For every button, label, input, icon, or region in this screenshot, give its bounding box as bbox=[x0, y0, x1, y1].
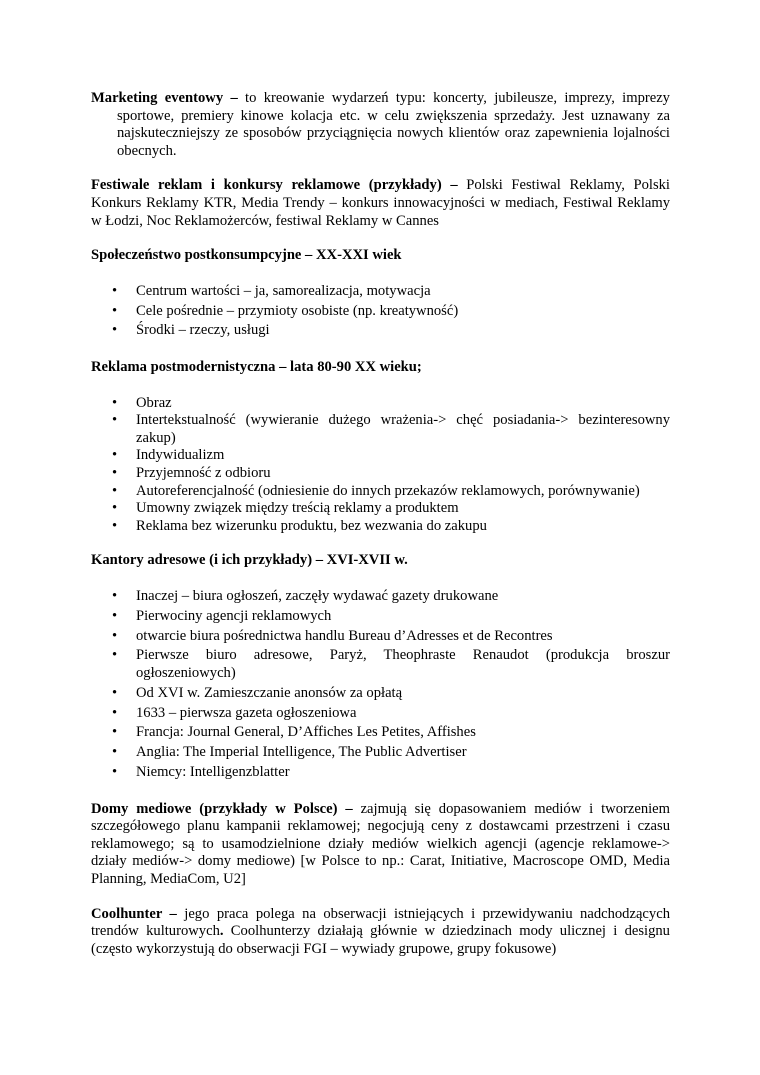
list-item: • Obraz bbox=[112, 394, 172, 411]
bullet-icon: • bbox=[112, 282, 118, 299]
list-item: • Inaczej – biura ogłoszeń, zaczęły wydawać gazety drukowane bbox=[112, 588, 499, 605]
list-item: • 1633 – pierwsza gazeta ogłoszeniowa bbox=[112, 704, 357, 721]
list-item: • Indywidualizm bbox=[112, 447, 225, 464]
list-spoleczenstwo bbox=[91, 283, 670, 340]
list-item: • Przyjemność z odbioru bbox=[112, 465, 271, 482]
list-item: • Intertekstualność (wywieranie dużego wrażenia-> chęć posiadania-> bezinteresowny zakup) bbox=[112, 412, 670, 446]
bullet-icon: • bbox=[112, 412, 118, 429]
definition-marketing-eventowy: to kreowanie wydarzeń typu: koncerty, jubileusze, imprezy, imprezy sportowe, premiery kinowe kolacja etc. w celu zwiększenia sprzedaży. Jest uznawany za najskuteczniejszy ze sposobów przyciągnięcia nowych klientów oraz zapewnienia lojalności obecnych. bbox=[117, 90, 670, 159]
list-item: • Pierwsze biuro adresowe, Paryż, Theophraste Renaudot (produkcja broszur ogłoszeniowych) bbox=[112, 647, 670, 681]
coolhunter-bold-dot: . bbox=[219, 923, 224, 940]
list-item: • Cele pośrednie – przymioty osobiste (np. kreatywność) bbox=[112, 302, 459, 319]
heading-kantory: Kantory adresowe (i ich przykłady) – XVI-XVII w. bbox=[91, 552, 408, 569]
bullet-icon: • bbox=[112, 517, 118, 534]
paragraph-coolhunter bbox=[91, 906, 670, 959]
bullet-icon: • bbox=[112, 465, 118, 482]
list-kantory bbox=[91, 588, 670, 781]
bullet-icon: • bbox=[112, 704, 118, 721]
term-domy-mediowe: Domy mediowe (przykłady w Polsce) – bbox=[91, 800, 353, 817]
term-coolhunter: Coolhunter – bbox=[91, 905, 177, 922]
heading-spoleczenstwo: Społeczeństwo postkonsumpcyjne – XX-XXI wiek bbox=[91, 247, 402, 264]
bullet-icon: • bbox=[112, 500, 118, 517]
document-page bbox=[91, 90, 670, 958]
term-festiwale: Festiwale reklam i konkursy reklamowe (przykłady) – bbox=[91, 177, 458, 194]
list-item: • otwarcie biura pośrednictwa handlu Bureau d’Adresses et de Recontres bbox=[112, 627, 553, 644]
definition-coolhunter-part2: Coolhunterzy działają głównie w dziedzinach mody ulicznej i designu (często wykorzystują do obserwacji FGI – wywiady grupowe, grupy fokusowe) bbox=[91, 923, 670, 957]
bullet-icon: • bbox=[112, 763, 118, 780]
bullet-icon: • bbox=[112, 302, 118, 319]
definition-festiwale: Polski Festiwal Reklamy, Polski Konkurs Reklamy KTR, Media Trendy – konkurs innowacyjności w mediach, Festiwal Reklamy w Łodzi, Noc Reklamożerców, festiwal Reklamy w Cannes bbox=[91, 177, 670, 229]
bullet-icon: • bbox=[112, 744, 118, 761]
paragraph-domy-mediowe bbox=[91, 801, 670, 889]
bullet-icon: • bbox=[112, 588, 118, 605]
term-marketing-eventowy: Marketing eventowy – bbox=[91, 90, 238, 106]
paragraph-festiwale bbox=[91, 177, 670, 230]
list-item: • Anglia: The Imperial Intelligence, The Public Advertiser bbox=[112, 744, 467, 761]
list-item: • Od XVI w. Zamieszczanie anonsów za opłatą bbox=[112, 684, 403, 701]
bullet-icon: • bbox=[112, 724, 118, 741]
bullet-icon: • bbox=[112, 627, 118, 644]
list-item: • Reklama bez wizerunku produktu, bez wezwania do zakupu bbox=[112, 517, 487, 534]
bullet-icon: • bbox=[112, 447, 118, 464]
list-item: • Autoreferencjalność (odniesienie do innych przekazów reklamowych, porównywanie) bbox=[112, 482, 640, 499]
heading-postmodern: Reklama postmodernistyczna – lata 80-90 XX wieku; bbox=[91, 359, 422, 376]
definition-coolhunter-part1: jego praca polega na obserwacji istniejących i przewidywaniu nadchodzących trendów kulturowych bbox=[91, 905, 670, 940]
bullet-icon: • bbox=[112, 647, 118, 664]
definition-domy-mediowe: zajmują się dopasowaniem mediów i tworzeniem szczegółowego planu kampanii reklamowej; negocjują ceny z dostawcami przestrzeni i czasu reklamowego; są to usamodzielnione działy mediów wielkich agencji (agencje reklamowe-> działy mediów-> domy mediowe) [w Polsce to np.: Carat, Initiative, Macroscope OMD, Media Planning, MediaCom, U2] bbox=[91, 800, 670, 888]
list-item: • Francja: Journal General, D’Affiches Les Petites, Affishes bbox=[112, 724, 476, 741]
paragraph-marketing-eventowy bbox=[91, 90, 670, 160]
list-item: • Niemcy: Intelligenzblatter bbox=[112, 763, 290, 780]
bullet-icon: • bbox=[112, 482, 118, 499]
list-item: • Centrum wartości – ja, samorealizacja, motywacja bbox=[112, 282, 431, 299]
bullet-icon: • bbox=[112, 322, 118, 339]
bullet-icon: • bbox=[112, 394, 118, 411]
bullet-icon: • bbox=[112, 684, 118, 701]
list-item: • Umowny związek między treścią reklamy a produktem bbox=[112, 500, 459, 517]
list-item: • Pierwociny agencji reklamowych bbox=[112, 607, 332, 624]
list-postmodern bbox=[91, 395, 670, 536]
list-item: • Środki – rzeczy, usługi bbox=[112, 322, 270, 339]
bullet-icon: • bbox=[112, 607, 118, 624]
